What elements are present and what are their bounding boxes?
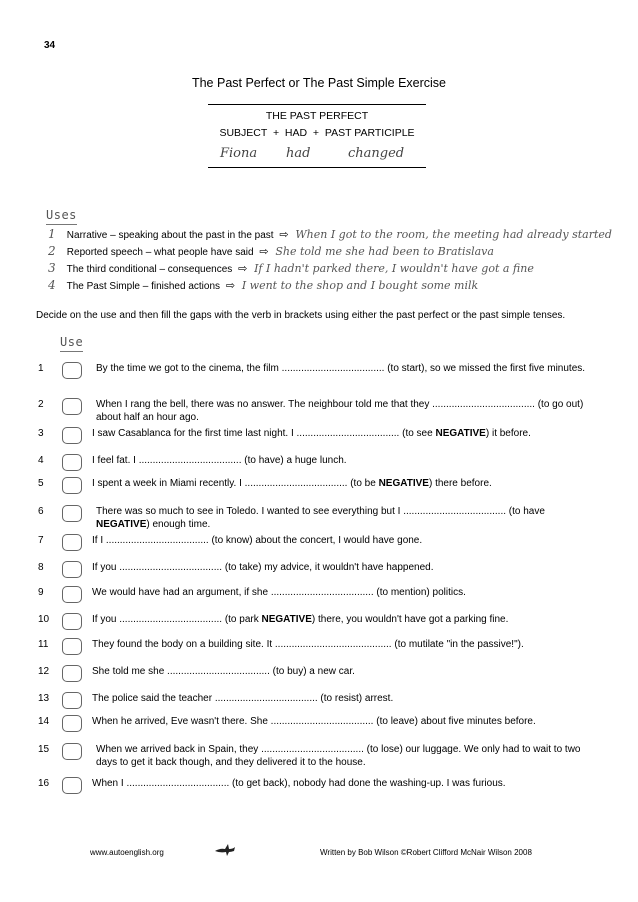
use-item: 3 The third conditional – consequences ⇨ If I hadn't parked there, I wouldn't have got a fine bbox=[48, 261, 534, 275]
question-number: 15 bbox=[38, 744, 50, 755]
formula-bottom-rule bbox=[208, 167, 426, 168]
shark-logo bbox=[214, 843, 236, 862]
question-text: I saw Casablanca for the first time last night. I ..................................... (to see NEGATIVE) it before. bbox=[92, 428, 531, 439]
formula-heading: THE PAST PERFECT bbox=[265, 110, 369, 122]
arrow-icon: ⇨ bbox=[238, 263, 248, 275]
negative-keyword: NEGATIVE bbox=[261, 614, 312, 625]
negative-keyword: NEGATIVE bbox=[96, 518, 147, 530]
use-example: If I hadn't parked there, I wouldn't have got a fine bbox=[254, 262, 534, 275]
question-number: 3 bbox=[38, 428, 44, 439]
use-answer-box[interactable] bbox=[62, 561, 82, 578]
question-text: If you ..................................... (to park NEGATIVE) there, you wouldn't have got a parking fine. bbox=[92, 614, 509, 625]
arrow-icon: ⇨ bbox=[225, 280, 236, 292]
use-answer-box[interactable] bbox=[62, 638, 82, 655]
question-text: If you ..................................... (to take) my advice, it wouldn't have happened. bbox=[92, 562, 434, 573]
question-number: 7 bbox=[38, 535, 44, 546]
formula-example-had: had bbox=[286, 146, 311, 161]
question-text: If I ..................................... (to know) about the concert, I would have gone. bbox=[92, 535, 423, 546]
question-text: The police said the teacher ..................................... (to resist) arrest. bbox=[92, 693, 394, 704]
question-number: 10 bbox=[38, 614, 50, 625]
use-answer-box[interactable] bbox=[62, 362, 82, 379]
use-label: Reported speech – what people have said bbox=[66, 247, 254, 258]
question-text: By the time we got to the cinema, the film ..................................... (to start), so we missed the first five minutes. bbox=[96, 363, 586, 374]
question-number: 16 bbox=[38, 778, 50, 789]
question-text: We would have had an argument, if she ..................................... (to mention) politics. bbox=[92, 587, 466, 598]
question-number: 1 bbox=[38, 363, 44, 374]
question-text: When he arrived, Eve wasn't there. She ..................................... (to leave) about five minutes before. bbox=[92, 716, 536, 727]
use-answer-box[interactable] bbox=[62, 586, 82, 603]
footer-credit: Written by Bob Wilson ©Robert Clifford McNair Wilson 2008 bbox=[320, 848, 532, 857]
question-number: 14 bbox=[38, 716, 50, 727]
arrow-icon: ⇨ bbox=[279, 229, 289, 241]
use-column-heading: Use bbox=[60, 335, 84, 349]
uses-heading: Uses bbox=[46, 208, 77, 222]
question-number: 12 bbox=[38, 666, 50, 677]
use-answer-box[interactable] bbox=[62, 534, 82, 551]
question-text: When I rang the bell, there was no answer. The neighbour told me that they ..................................... (to go out) about half an hour ago. bbox=[96, 399, 584, 423]
formula-structure: SUBJECT + HAD + PAST PARTICIPLE bbox=[219, 127, 415, 139]
question-number: 8 bbox=[38, 562, 44, 573]
use-label: The third conditional – consequences bbox=[66, 264, 233, 275]
use-answer-box[interactable] bbox=[62, 715, 82, 732]
question-number: 4 bbox=[38, 455, 44, 466]
question-text: There was so much to see in Toledo. I wanted to see everything but I ..................................... (to have NEGATIVE) enough time. bbox=[96, 506, 545, 530]
use-answer-box[interactable] bbox=[62, 505, 82, 522]
use-answer-box[interactable] bbox=[62, 613, 82, 630]
use-answer-box[interactable] bbox=[62, 692, 82, 709]
negative-keyword: NEGATIVE bbox=[435, 428, 486, 439]
use-item: 4 The Past Simple – finished actions ⇨ I went to the shop and I bought some milk bbox=[48, 278, 479, 292]
question-text: I spent a week in Miami recently. I ..................................... (to be NEGATIVE) there before. bbox=[92, 478, 492, 489]
formula-example-participle: changed bbox=[348, 146, 405, 161]
page-title: The Past Perfect or The Past Simple Exercise bbox=[191, 76, 447, 90]
use-example: She told me she had been to Bratislava bbox=[275, 245, 494, 258]
use-label: The Past Simple – finished actions bbox=[66, 281, 221, 292]
formula-example-subject: Fiona bbox=[220, 146, 258, 161]
use-example: When I got to the room, the meeting had already started bbox=[295, 228, 612, 241]
shark-icon bbox=[214, 843, 236, 857]
use-answer-box[interactable] bbox=[62, 477, 82, 494]
footer-website: www.autoenglish.org bbox=[90, 848, 164, 857]
arrow-icon: ⇨ bbox=[259, 246, 269, 258]
question-number: 9 bbox=[38, 587, 44, 598]
question-number: 11 bbox=[38, 639, 49, 650]
page-number: 34 bbox=[44, 40, 56, 51]
instructions: Decide on the use and then fill the gaps with the verb in brackets using either the past perfect or the past simple tenses. bbox=[36, 310, 566, 321]
question-number: 13 bbox=[38, 693, 50, 704]
use-answer-box[interactable] bbox=[62, 398, 82, 415]
use-answer-box[interactable] bbox=[62, 427, 82, 444]
use-label: Narrative – speaking about the past in the past bbox=[66, 230, 274, 241]
use-answer-box[interactable] bbox=[62, 777, 82, 794]
question-text: I feel fat. I ..................................... (to have) a huge lunch. bbox=[92, 455, 347, 466]
question-text: She told me she ..................................... (to buy) a new car. bbox=[92, 666, 355, 677]
negative-keyword: NEGATIVE bbox=[378, 478, 429, 489]
use-answer-box[interactable] bbox=[62, 743, 82, 760]
question-text: When I ..................................... (to get back), nobody had done the washing-up. I was furious. bbox=[92, 778, 506, 789]
question-text: When we arrived back in Spain, they ..................................... (to lose) our luggage. We only had to wait to two days to get it back though, and they delivered it to the house. bbox=[96, 744, 581, 768]
use-item: 1 Narrative – speaking about the past in the past ⇨ When I got to the room, the meeting had already started bbox=[48, 227, 612, 241]
question-number: 5 bbox=[38, 478, 44, 489]
use-example: I went to the shop and I bought some milk bbox=[241, 279, 479, 292]
question-number: 6 bbox=[38, 506, 44, 517]
use-answer-box[interactable] bbox=[62, 665, 82, 682]
formula-top-rule bbox=[208, 104, 426, 105]
use-item: 2 Reported speech – what people have said ⇨ She told me she had been to Bratislava bbox=[48, 244, 494, 258]
question-text: They found the body on a building site. It .......................................... (to mutilate "in the passive!"). bbox=[92, 639, 524, 650]
question-number: 2 bbox=[38, 399, 44, 410]
use-answer-box[interactable] bbox=[62, 454, 82, 471]
